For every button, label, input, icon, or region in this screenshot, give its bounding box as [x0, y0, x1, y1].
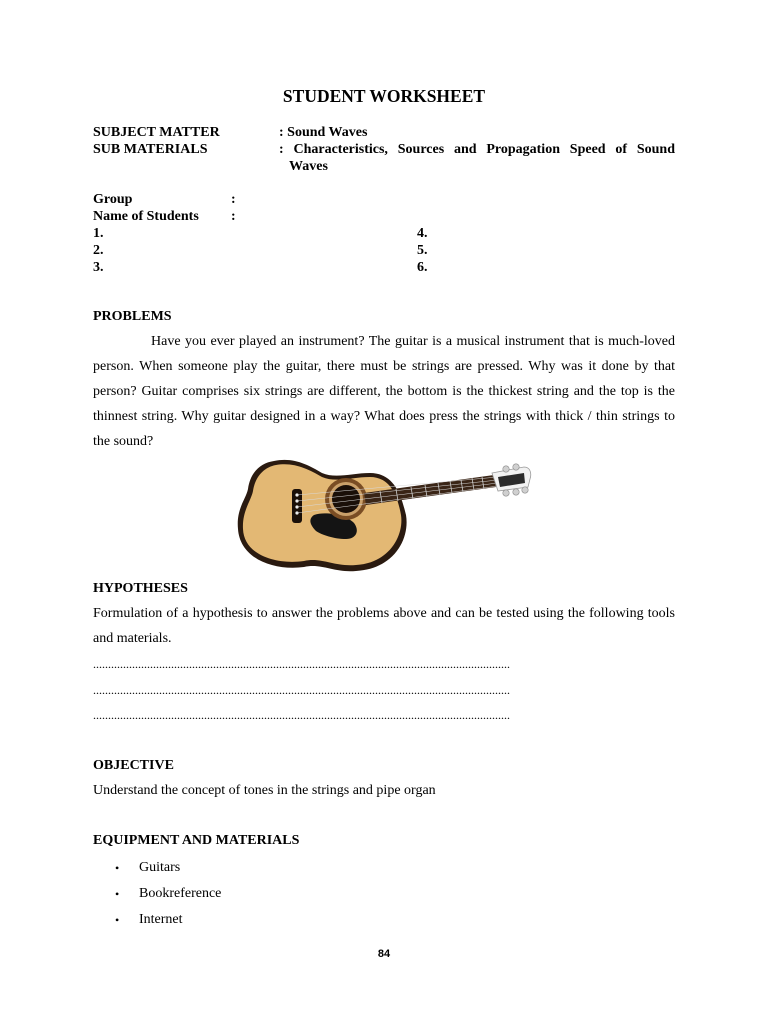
hypotheses-text: Formulation of a hypothesis to answer the problems above and can be tested using the following tools and materials.: [93, 606, 675, 646]
hypothesis-line-1[interactable]: ...........................................................................................................................................: [93, 657, 510, 671]
bullet-icon: •: [115, 913, 120, 927]
students-label: Name of Students: [93, 209, 199, 224]
sub-materials-label: SUB MATERIALS: [93, 142, 208, 157]
student-number-1: 1.: [93, 226, 104, 241]
problems-paragraph: Have you ever played an instrument? The guitar is a musical instrument that is much-loved person. When someone play the guitar, there must be strings are pressed. Why was it done by that person? Guitar comprises six strings are different, the bottom is the thickest string and the top is the thinnest string. Why guitar designed in a way? What does press the strings with thick / thin strings to the sound?: [93, 334, 675, 449]
sub-materials-line-2: Waves: [289, 159, 328, 174]
group-label: Group: [93, 192, 133, 207]
page-title: STUDENT WORKSHEET: [282, 86, 486, 106]
group-colon: :: [231, 192, 236, 207]
student-number-2: 2.: [93, 243, 104, 258]
guitar-image: [236, 459, 532, 573]
guitar-soundhole: [332, 485, 360, 513]
bullet-icon: •: [115, 887, 120, 901]
bullet-icon: •: [115, 861, 120, 875]
equipment-item-guitars: Guitars: [139, 860, 181, 875]
hypothesis-line-2[interactable]: ...........................................................................................................................................: [93, 683, 510, 697]
sub-materials-value: [279, 141, 675, 175]
student-number-6: 6.: [417, 260, 428, 275]
subject-block: [93, 124, 675, 184]
equipment-item-bookreference: Bookreference: [139, 886, 222, 901]
students-colon: :: [231, 209, 236, 224]
student-number-3: 3.: [93, 260, 104, 275]
subject-matter-value: : Sound Waves: [279, 125, 368, 140]
objective-heading: OBJECTIVE: [93, 758, 174, 773]
objective-text: Understand the concept of tones in the strings and pipe organ: [93, 783, 436, 798]
hypothesis-line-3[interactable]: ...........................................................................................................................................: [93, 708, 510, 722]
problems-heading: PROBLEMS: [93, 309, 172, 324]
equipment-item-internet: Internet: [139, 912, 183, 927]
sub-materials-line-1: : Characteristics, Sources and Propagation Speed of Sound: [279, 142, 675, 157]
page-number: 84: [377, 948, 391, 960]
student-number-4: 4.: [417, 226, 428, 241]
student-number-5: 5.: [417, 243, 428, 258]
hypotheses-heading: HYPOTHESES: [93, 581, 188, 596]
equipment-heading: EQUIPMENT AND MATERIALS: [93, 833, 300, 848]
problems-text: [93, 329, 675, 454]
subject-matter-label: SUBJECT MATTER: [93, 125, 220, 140]
